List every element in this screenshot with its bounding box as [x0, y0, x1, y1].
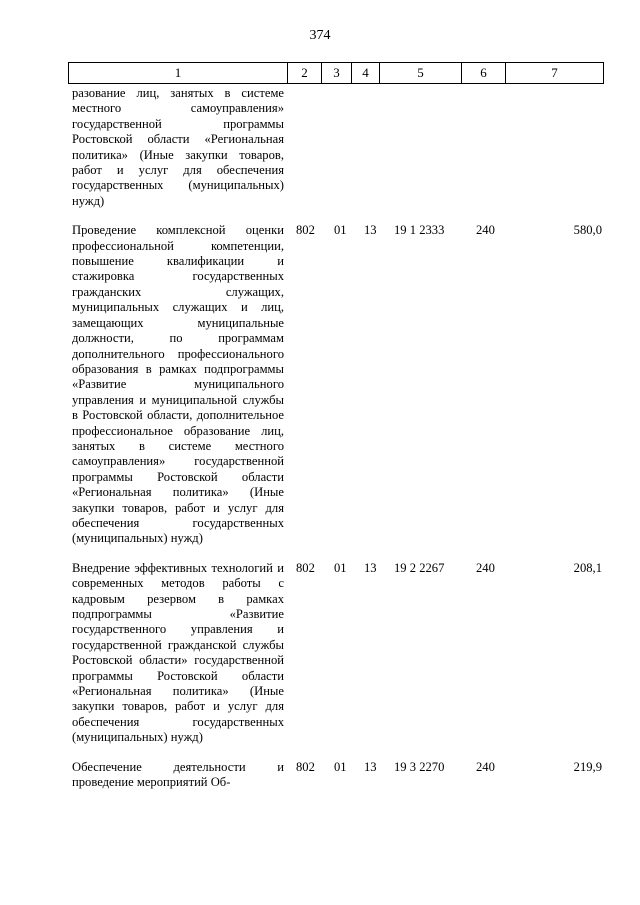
table-header [68, 62, 604, 84]
page-number: 374 [309, 28, 331, 43]
row-target-code: 19 1 2333 [394, 223, 445, 238]
row-ministry-code: 802 [296, 759, 315, 774]
column-header-2: 2 [288, 63, 322, 83]
row-subsection-code: 13 [364, 560, 377, 575]
row-expense-type: 240 [476, 560, 495, 575]
table-row [68, 760, 608, 791]
column-header-1: 1 [69, 63, 288, 83]
row-expense-type: 240 [476, 223, 495, 238]
row-description: Проведение комплексной оценки профессиональной компетенции, повышение квалификации и стажировка государственных гражданских служащих, муниципальных служащих и лиц, замещающих муниципальные должности, по программам дополнительного профессионального образования в рамках подпрограммы «Развитие муниципального управления и муниципальной службы в Ростовской области, дополнительное профессиональное образование лиц, занятых в системе местного самоуправления» государственной программы Ростовской области «Региональная политика» (Иные закупки товаров, работ и услуг для обеспечения государственных (муниципальных) нужд) [72, 223, 284, 546]
row-section-code: 01 [334, 759, 347, 774]
table-row [68, 86, 608, 209]
row-section-code: 01 [334, 560, 347, 575]
row-subsection-code: 13 [364, 223, 377, 238]
row-ministry-code: 802 [296, 560, 315, 575]
table-body [68, 84, 608, 790]
column-header-3: 3 [322, 63, 352, 83]
column-header-5: 5 [380, 63, 462, 83]
row-ministry-code: 802 [296, 223, 315, 238]
row-target-code: 19 2 2267 [394, 560, 445, 575]
row-description: Внедрение эффективных технологий и современных методов работы с кадровым резервом в рамках подпрограммы «Развитие государственного управления и государственной гражданской службы Ростовской области» государственной программы Ростовской области «Региональная политика» (Иные закупки товаров, работ и услуг для обеспечения государственных (муниципальных) нужд) [72, 560, 284, 745]
row-subsection-code: 13 [364, 759, 377, 774]
column-header-6: 6 [462, 63, 506, 83]
row-amount: 580,0 [573, 223, 602, 238]
row-description: разование лиц, занятых в системе местного самоуправления» государственной программы Ростовской области «Региональная политика» (Иные закупки товаров, работ и услуг для обеспечения государственных (муниципальных) нужд) [72, 86, 284, 208]
row-amount: 208,1 [573, 560, 602, 575]
row-amount: 219,9 [573, 759, 602, 774]
column-header-4: 4 [352, 63, 380, 83]
table-row [68, 561, 608, 746]
row-target-code: 19 3 2270 [394, 759, 445, 774]
row-expense-type: 240 [476, 759, 495, 774]
row-section-code: 01 [334, 223, 347, 238]
row-description: Обеспечение деятельности и проведение мероприятий Об- [72, 759, 284, 790]
column-header-7: 7 [551, 65, 558, 80]
table-row [68, 223, 608, 547]
